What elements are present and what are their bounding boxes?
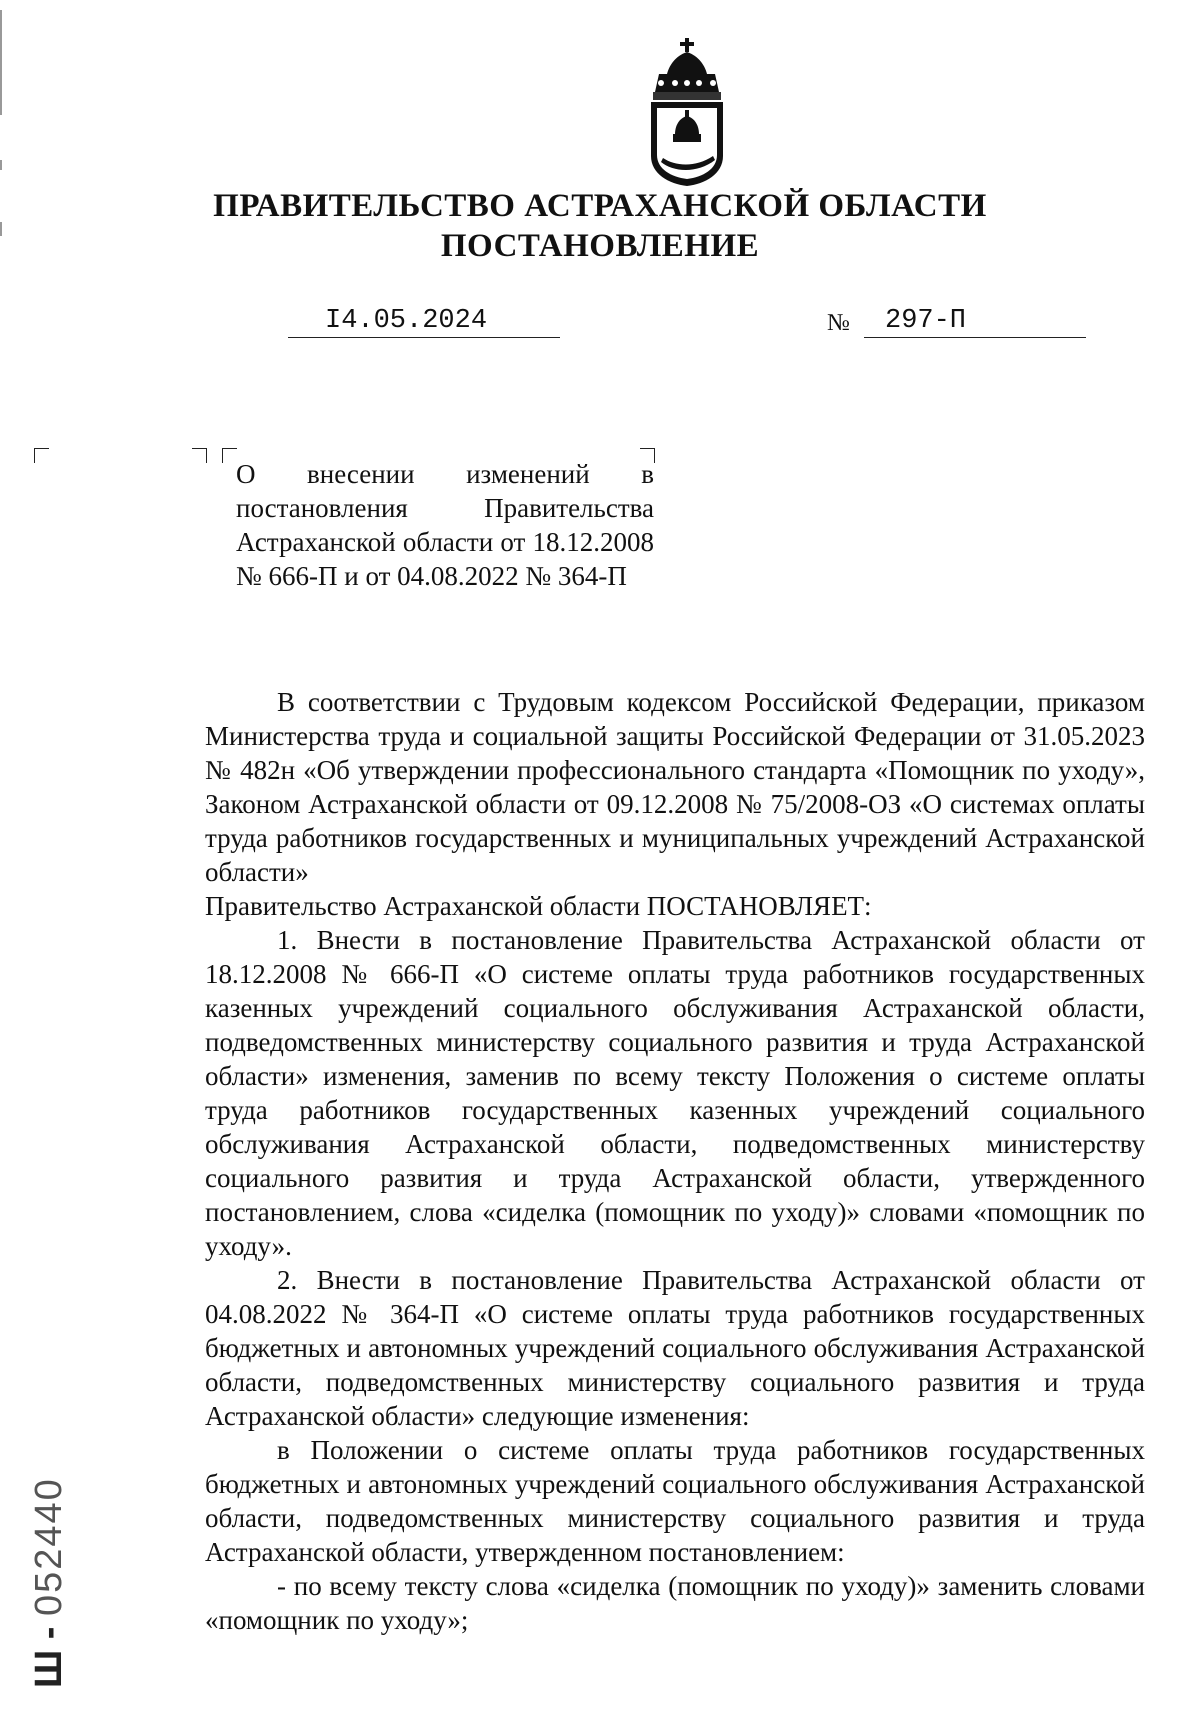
preamble-paragraph: В соответствии с Трудовым кодексом Российской Федерации, приказом Министерства труда и социальной защиты Российской Федерации от 31.05.2023 № 482н «Об утверждении профессионального стандарта «Помощник по уходу», Законом Астраханской области от 09.12.2008 № 75/2008-ОЗ «О системах оплаты труда работников государственных и муниципальных учреждений Астраханской области» — [205, 687, 1145, 887]
organization-title: ПРАВИТЕЛЬСТВО АСТРАХАНСКОЙ ОБЛАСТИ — [213, 188, 987, 224]
stamp-series: Ш - — [28, 1626, 70, 1688]
subject-bracket-left — [222, 448, 237, 463]
left-margin-bracket — [34, 448, 49, 463]
document-body — [205, 685, 1145, 1637]
side-serial-stamp — [28, 1477, 71, 1688]
resolves-paragraph: Правительство Астраханской области ПОСТАНОВЛЯЕТ: — [205, 891, 872, 921]
date-underline — [288, 337, 560, 338]
coat-of-arms-icon — [645, 38, 729, 188]
document-type-title: ПОСТАНОВЛЕНИЕ — [440, 228, 760, 264]
document-subject: О внесении изменений в постановления Правительства Астраханской области от 18.12.2008 № 666-П и от 04.08.2022 № 364-П — [236, 459, 654, 591]
stamp-digits: 052440 — [28, 1477, 70, 1617]
item-2-dash-paragraph: - по всему тексту слова «сиделка (помощник по уходу)» заменить словами «помощник по уходу»; — [205, 1571, 1145, 1635]
item-2-paragraph: 2. Внести в постановление Правительства Астраханской области от 04.08.2022 № 364-П «О системе оплаты труда работников государственных бюджетных и автономных учреждений социального обслуживания Астраханской области, подведомственных министерству социального развития и труда Астраханской области» следующие изменения: — [205, 1265, 1145, 1431]
document-number: 297-П — [885, 306, 967, 336]
scan-edge-mark — [0, 160, 2, 170]
scan-edge-mark — [0, 10, 2, 115]
document-date: I4.05.2024 — [325, 306, 488, 336]
subject-bracket-left-outer — [192, 448, 207, 463]
item-2-sub-paragraph: в Положении о системе оплаты труда работников государственных бюджетных и автономных учреждений социального обслуживания Астраханской области, подведомственных министерству социального развития и труда Астраханской области, утвержденном постановлением: — [205, 1435, 1145, 1567]
item-1-paragraph: 1. Внести в постановление Правительства Астраханской области от 18.12.2008 № 666-П «О системе оплаты труда работников государственных казенных учреждений социального обслуживания Астраханской области, подведомственных министерству социального развития и труда Астраханской области» изменения, заменив по всему тексту Положения о системе оплаты труда работников государственных казенных учреждений социального обслуживания Астраханской области, подведомственных министерству социального развития и труда Астраханской области, утвержденного постановлением, слова «сиделка (помощник по уходу)» словами «помощник по уходу». — [205, 925, 1145, 1261]
number-sign: № — [827, 310, 850, 336]
number-underline — [864, 337, 1086, 338]
